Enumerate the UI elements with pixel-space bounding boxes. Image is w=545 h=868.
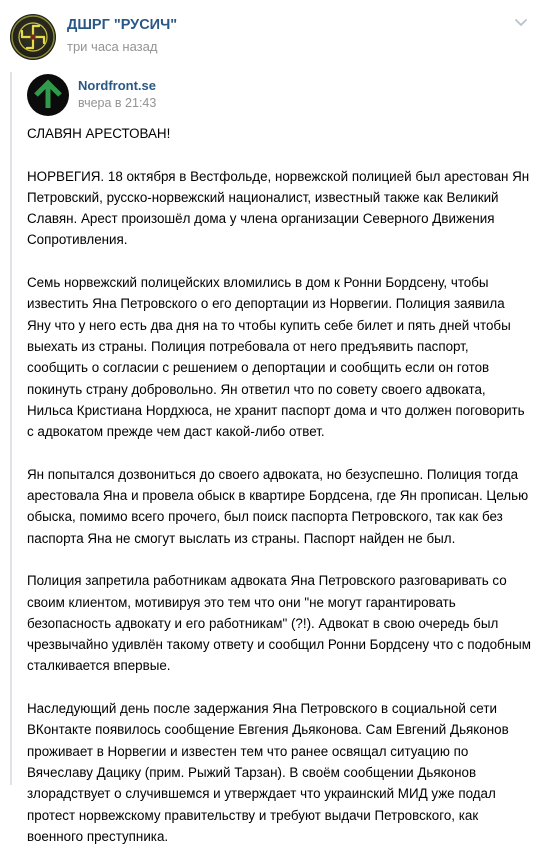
post-paragraph: Полиция запретила работникам адвоката Яна Петровского разговаривать со своим клиентом, мотивируя это тем что они "не могут гарантировать безопасность адвокату и его работникам" (?!). Адвокат в свою очередь был чрезвычайно удивлён такому ответу и сообщил Ронни Бордсену что с подобным сталкивается впервые.	[27, 573, 531, 674]
post-text	[27, 123, 532, 868]
post-paragraph: Ян попытался дозвониться до своего адвоката, но безуспешно. Полиция тогда арестовала Яна и провела обыск в квартире Бордсена, где Ян прописан. Целью обыска, помимо всего прочего, был поиск паспорта Петровского, так как без паспорта Яна не смогут выслать из страны. Паспорт найден не был.	[27, 466, 529, 546]
rusich-emblem-icon	[10, 14, 56, 60]
repost-time[interactable]: вчера в 21:43	[78, 96, 157, 110]
post-author-link[interactable]: ДШРГ "РУСИЧ"	[67, 17, 178, 33]
repost-author-link[interactable]: Nordfront.se	[78, 78, 156, 93]
avatar[interactable]	[10, 14, 56, 60]
post-headline: СЛАВЯН АРЕСТОВАН!	[27, 126, 171, 141]
tyr-rune-icon	[27, 74, 69, 116]
repost-divider	[10, 72, 12, 785]
repost-avatar[interactable]	[27, 74, 69, 116]
post-time[interactable]: три часа назад	[67, 39, 158, 54]
post-paragraph: Семь норвежский полицейских вломились в дом к Ронни Бордсену, чтобы известить Яна Петровского о его депортации из Норвегии. Полиция заявила Яну что у него есть два дня на то чтобы купить себе билет и пять дней чтобы выехать из страны. Полиция потребовала от него предъявить паспорт, сообщить о согласии с решением о депортации и сообщить если он готов покинуть страну добровольно. Ян ответил что по совету своего адвоката, Нильса Кристиана Нордхюса, не хранит паспорт дома и что должен поговорить с адвокатом прежде чем даст какой-либо ответ.	[27, 275, 525, 440]
post-paragraph: Наследующий день после задержания Яна Петровского в социальной сети ВКонтакте появилось сообщение Евгения Дьяконова. Сам Евгений Дьяконов проживает в Норвегии и известен тем что ранее освящал ситуацию по Вячеславу Дацику (прим. Рыжий Тарзан). В своём сообщении Дьяконов злорадствует о случившемся и утверждает что украинский МИД уже подал протест норвежскому правительству и требуют выдачи Петровского, как военного преступника.	[27, 701, 509, 844]
more-dots-icon[interactable]	[511, 12, 531, 32]
post-paragraph: НОРВЕГИЯ. 18 октября в Вестфольде, норвежской полицией был арестован Ян Петровский, русско-норвежский националист, известный также как Великий Славян. Арест произошёл дома у члена организации Северного Движения Сопротивления.	[27, 168, 530, 248]
